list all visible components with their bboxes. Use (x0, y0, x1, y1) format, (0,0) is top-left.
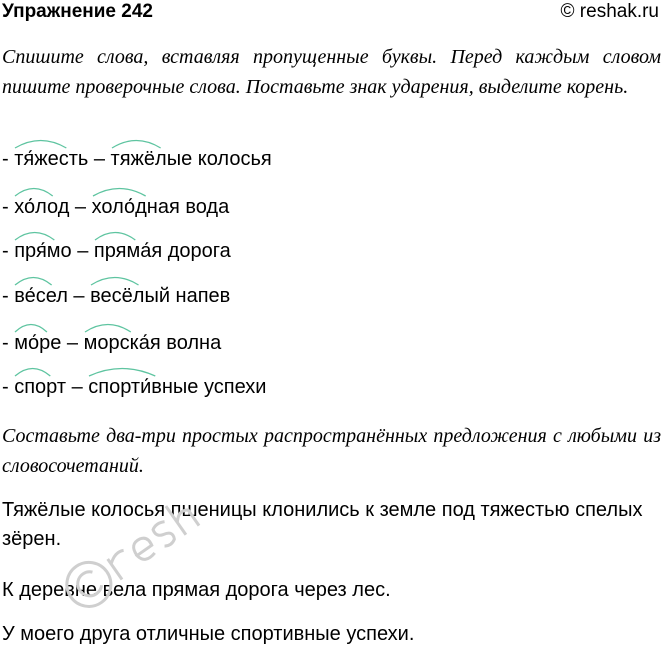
word-line (2, 147, 272, 171)
separator-dash: – (88, 148, 111, 170)
check-word: мо́ре (14, 331, 61, 355)
root-arc-mark (84, 321, 132, 333)
root-arc-mark (14, 321, 48, 333)
target-word: тяжёлые (111, 147, 193, 171)
separator-dash: – (66, 376, 89, 398)
answer-sentence-3: У моего друга отличные спортивные успехи. (2, 623, 415, 645)
site-credit: © reshak.ru (560, 1, 659, 22)
root-arc-mark (14, 274, 53, 286)
separator-dash: – (69, 196, 92, 218)
task-instruction-1: Спишите слова, вставляя пропущенные буквы. Перед каждым словом пишите проверочные слова. Поставьте знак ударения, выделите корень. (2, 46, 661, 98)
root-arc-mark (94, 229, 136, 241)
answer-sentence-2: К деревне вела прямая дорога через лес. (2, 579, 391, 601)
word-phrase-rest: успехи (198, 376, 267, 398)
root-arc-mark (88, 365, 156, 377)
root-arc-mark (14, 185, 54, 197)
root-arc-mark (14, 229, 55, 241)
target-word: холо́дная (92, 195, 180, 219)
root-arc-mark (111, 137, 162, 149)
word-line (2, 331, 221, 355)
root-arc-mark (14, 137, 67, 149)
line-dash-prefix: - (2, 332, 15, 354)
answer-sentence-1: Тяжёлые колосья пшеницы клонились к земле под тяжестью спелых зёрен. (2, 499, 643, 550)
line-dash-prefix: - (2, 376, 15, 398)
separator-dash: – (61, 332, 84, 354)
check-word: тя́жесть (14, 147, 88, 171)
word-line (2, 195, 229, 219)
target-word: морска́я (84, 331, 161, 355)
word-phrase-rest: колосья (192, 148, 272, 170)
separator-dash: – (71, 240, 94, 262)
target-word: спорти́вные (88, 375, 198, 399)
root-arc-mark (90, 274, 140, 286)
word-phrase-rest: напев (170, 285, 231, 307)
target-word: весёлый (90, 284, 170, 308)
check-word: спорт (14, 375, 66, 399)
line-dash-prefix: - (2, 148, 15, 170)
line-dash-prefix: - (2, 285, 15, 307)
check-word: ве́сел (14, 284, 68, 308)
check-word: пря́мо (14, 239, 71, 263)
root-arc-mark (14, 365, 51, 377)
word-line (2, 239, 231, 263)
word-phrase-rest: дорога (162, 240, 231, 262)
root-arc-mark (92, 185, 147, 197)
check-word: хо́лод (14, 195, 69, 219)
word-line (2, 375, 266, 399)
word-phrase-rest: волна (160, 332, 222, 354)
header (0, 0, 663, 26)
line-dash-prefix: - (2, 240, 15, 262)
separator-dash: – (67, 285, 91, 307)
line-dash-prefix: - (2, 196, 15, 218)
task-instruction-2: Составьте два-три простых распространённых предложения с любыми из словосочетаний. (2, 425, 661, 477)
exercise-title: Упражнение 242 (2, 1, 153, 22)
word-line (2, 284, 230, 308)
word-phrase-rest: вода (179, 196, 230, 218)
target-word: пряма́я (94, 239, 162, 263)
